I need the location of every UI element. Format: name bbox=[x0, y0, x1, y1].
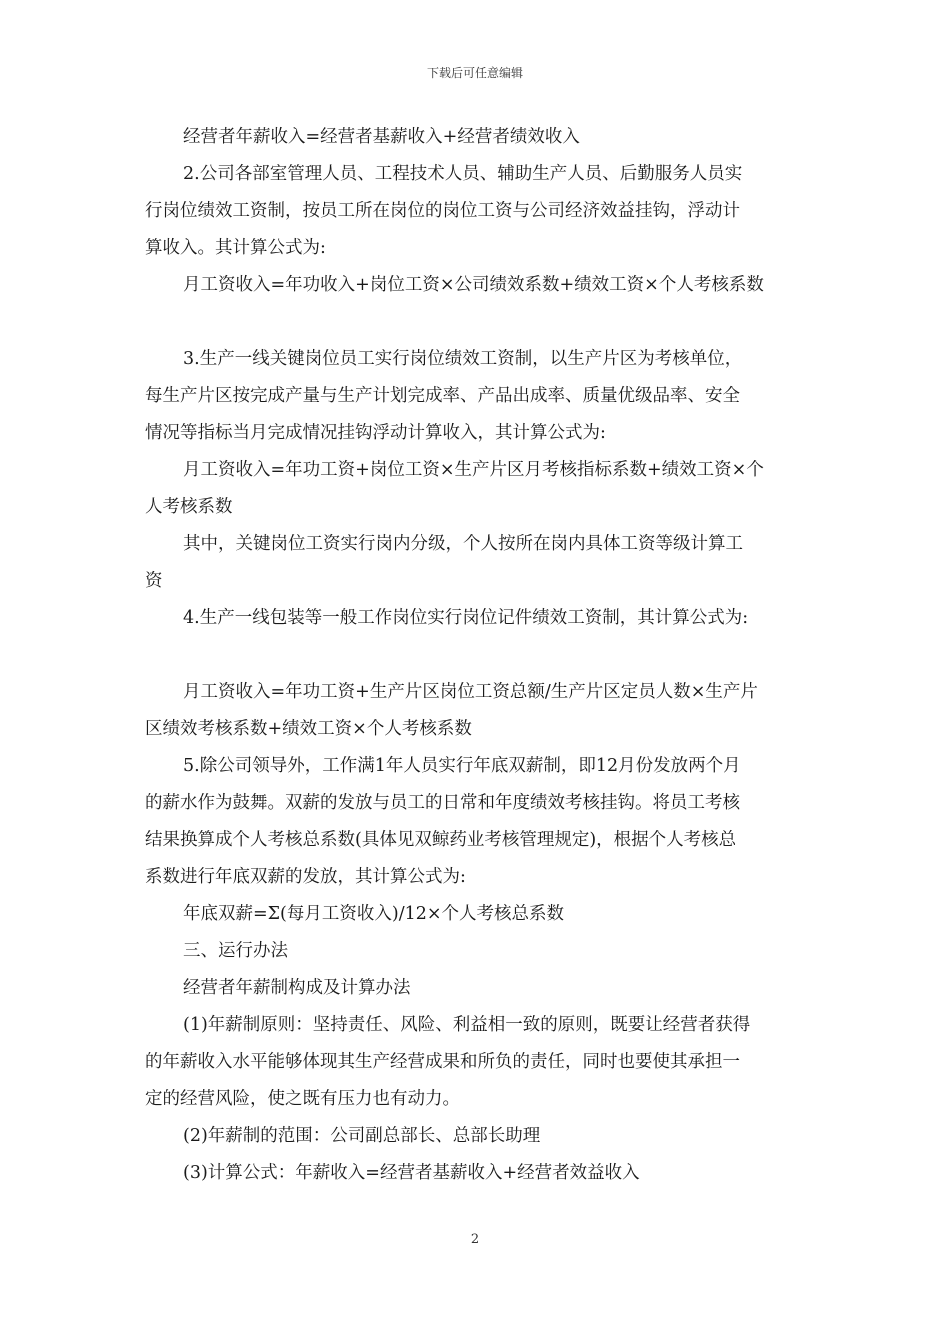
paragraph-line: 3.生产一线关键岗位员工实行岗位绩效工资制，以生产片区为考核单位， bbox=[183, 349, 743, 369]
paragraph-line: 其中，关键岗位工资实行岗内分级，个人按所在岗内具体工资等级计算工 bbox=[183, 534, 743, 554]
formula-line: 月工资收入=年功工资+生产片区岗位工资总额/生产片区定员人数×生产片 bbox=[183, 682, 758, 702]
paragraph-line: 结果换算成个人考核总系数(具体见双鲸药业考核管理规定)，根据个人考核总 bbox=[145, 830, 737, 850]
document-body bbox=[145, 119, 813, 1192]
paragraph-line: 情况等指标当月完成情况挂钩浮动计算收入，其计算公式为: bbox=[145, 423, 606, 443]
formula-line: 人考核系数 bbox=[145, 497, 233, 517]
paragraph-line: (2)年薪制的范围：公司副总部长、总部长助理 bbox=[183, 1126, 541, 1146]
paragraph-line: 的年薪收入水平能够体现其生产经营成果和所负的责任，同时也要使其承担一 bbox=[145, 1052, 740, 1072]
subsection-heading: 经营者年薪制构成及计算办法 bbox=[183, 978, 411, 998]
paragraph-line: (3)计算公式：年薪收入=经营者基薪收入+经营者效益收入 bbox=[183, 1163, 640, 1183]
paragraph-line: 每生产片区按完成产量与生产计划完成率、产品出成率、质量优级品率、安全 bbox=[145, 386, 740, 406]
paragraph-line: 5.除公司领导外，工作满1年人员实行年底双薪制，即12月份发放两个月 bbox=[183, 756, 741, 776]
paragraph-line: 经营者年薪收入=经营者基薪收入+经营者绩效收入 bbox=[183, 127, 580, 147]
page-header: 下载后可任意编辑 bbox=[426, 66, 523, 80]
paragraph-line: 4.生产一线包装等一般工作岗位实行岗位记件绩效工资制，其计算公式为: bbox=[183, 608, 749, 628]
paragraph-line: 2.公司各部室管理人员、工程技术人员、辅助生产人员、后勤服务人员实 bbox=[183, 164, 743, 184]
formula-line: 月工资收入=年功收入+岗位工资×公司绩效系数+绩效工资×个人考核系数 bbox=[183, 275, 764, 295]
paragraph-line: 算收入。其计算公式为: bbox=[145, 238, 326, 258]
formula-line: 区绩效考核系数+绩效工资×个人考核系数 bbox=[145, 719, 472, 739]
blank-line bbox=[145, 637, 813, 674]
page-number: 2 bbox=[470, 1232, 480, 1247]
blank-line bbox=[145, 304, 813, 341]
paragraph-line: 定的经营风险，使之既有压力也有动力。 bbox=[145, 1089, 460, 1109]
paragraph-line: 行岗位绩效工资制，按员工所在岗位的岗位工资与公司经济效益挂钩，浮动计 bbox=[145, 201, 740, 221]
section-heading: 三、运行办法 bbox=[183, 941, 288, 961]
formula-line: 年底双薪=Σ(每月工资收入)/12×个人考核总系数 bbox=[183, 904, 565, 924]
paragraph-line: 系数进行年底双薪的发放，其计算公式为: bbox=[145, 867, 466, 887]
paragraph-line: 的薪水作为鼓舞。双薪的发放与员工的日常和年度绩效考核挂钩。将员工考核 bbox=[145, 793, 740, 813]
formula-line: 月工资收入=年功工资+岗位工资×生产片区月考核指标系数+绩效工资×个 bbox=[183, 460, 764, 480]
paragraph-line: (1)年薪制原则：坚持责任、风险、利益相一致的原则，既要让经营者获得 bbox=[183, 1015, 751, 1035]
paragraph-line: 资 bbox=[145, 571, 163, 591]
